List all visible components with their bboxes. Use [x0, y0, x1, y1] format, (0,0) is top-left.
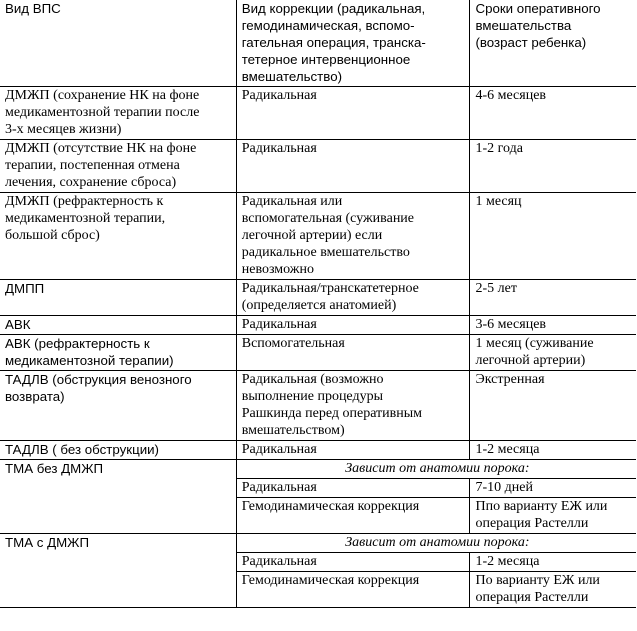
- cell-line: гемодинамическая, вспомо-: [241, 18, 415, 33]
- cell-line: Радикальная: [241, 554, 317, 569]
- timing-cell: [470, 316, 636, 335]
- timing-cell: [470, 553, 636, 572]
- cell-line: ДМЖП (отсутствие НК на фоне: [5, 141, 197, 156]
- cell-line: гательная операция, транска-: [241, 35, 426, 50]
- table-row: [0, 87, 636, 140]
- cell-line: Радикальная/транскатетерное: [241, 281, 419, 296]
- correction-type-cell: [236, 140, 470, 193]
- cell-line: вспомогательная (суживание: [241, 211, 415, 226]
- correction-type-cell: [236, 572, 470, 608]
- cell-line: Радикальная: [241, 317, 317, 332]
- defect-type-cell: [0, 316, 236, 335]
- timing-cell: [470, 572, 636, 608]
- cell-line: Вид коррекции (радикальная,: [241, 1, 426, 16]
- cell-line: 1 месяц: [475, 194, 522, 209]
- cell-line: терапии, постепенная отмена: [5, 158, 180, 173]
- cell-line: легочной артерии): [475, 353, 586, 368]
- cell-line: Радикальная: [241, 88, 317, 103]
- timing-cell: [470, 441, 636, 460]
- cell-line: Экстренная: [475, 372, 545, 387]
- table-row: [0, 371, 636, 441]
- cell-line: ТАДЛВ (обструкция венозного: [5, 372, 192, 387]
- cell-line: ДМПП: [5, 281, 45, 296]
- cell-line: ДМЖП (сохранение НК на фоне: [5, 88, 200, 103]
- table-row: [0, 335, 636, 371]
- cell-line: Радикальная или: [241, 194, 343, 209]
- header-surgery-timing: [470, 0, 636, 87]
- timing-cell: [470, 479, 636, 498]
- cell-line: 7-10 дней: [475, 480, 533, 495]
- cell-line: 1 месяц (суживание: [475, 336, 594, 351]
- cell-line: 3-6 месяцев: [475, 317, 547, 332]
- table-row: [0, 534, 636, 553]
- cell-line: Радикальная: [241, 141, 317, 156]
- cell-line: Гемодинамическая коррекция: [241, 499, 420, 514]
- defect-type-cell: [0, 371, 236, 441]
- cell-line: Сроки оперативного: [475, 1, 601, 16]
- cell-line: медикаментозной терапии после: [5, 105, 200, 120]
- cell-line: Радикальная: [241, 442, 317, 457]
- cell-line: Вспомогательная: [241, 336, 345, 351]
- timing-cell: [470, 335, 636, 371]
- correction-type-cell: [236, 371, 470, 441]
- table-row: [0, 193, 636, 280]
- anatomy-note-cell: [236, 534, 636, 553]
- cell-line: ТАДЛВ ( без обструкции): [5, 442, 159, 457]
- cell-line: вмешательства: [475, 18, 572, 33]
- cell-line: ДМЖП (рефрактерность к: [5, 194, 164, 209]
- header-defect-type-text: Вид ВПС: [5, 1, 61, 16]
- cell-line: Ппо варианту ЕЖ или: [475, 499, 608, 514]
- cell-line: медикаментозной терапии,: [5, 211, 166, 226]
- cell-line: 1-2 месяца: [475, 554, 540, 569]
- correction-type-cell: [236, 280, 470, 316]
- defect-type-cell: [0, 335, 236, 371]
- correction-type-cell: [236, 553, 470, 572]
- defect-type-cell: [0, 280, 236, 316]
- cell-line: (возраст ребенка): [475, 35, 587, 50]
- header-defect-type: [0, 0, 236, 87]
- cell-line: операция Растелли: [475, 516, 589, 531]
- timing-cell: [470, 498, 636, 534]
- header-correction-type: [236, 0, 470, 87]
- cell-line: выполнение процедуры: [241, 389, 383, 404]
- table-row: [0, 441, 636, 460]
- cell-line: 4-6 месяцев: [475, 88, 547, 103]
- timing-cell: [470, 193, 636, 280]
- cell-line: (определяется анатомией): [241, 298, 397, 313]
- cell-line: АВК: [5, 317, 31, 332]
- correction-type-cell: [236, 87, 470, 140]
- defect-type-cell: [0, 140, 236, 193]
- timing-cell: [470, 371, 636, 441]
- anatomy-note-cell: [236, 460, 636, 479]
- cell-line: 1-2 месяца: [475, 442, 540, 457]
- cell-line: ТМА без ДМЖП: [5, 461, 104, 476]
- correction-type-cell: [236, 193, 470, 280]
- cell-line: лечения, сохранение сброса): [5, 175, 177, 190]
- cell-line: операция Растелли: [475, 590, 589, 605]
- defect-type-cell: [0, 87, 236, 140]
- table-row: [0, 316, 636, 335]
- timing-cell: [470, 140, 636, 193]
- cell-line: Радикальная (возможно: [241, 372, 384, 387]
- correction-type-cell: [236, 316, 470, 335]
- table-header-row: [0, 0, 636, 87]
- cell-line: 2-5 лет: [475, 281, 517, 296]
- cell-line: По варианту ЕЖ или: [475, 573, 600, 588]
- defect-type-cell: [0, 534, 236, 608]
- cell-line: ТМА с ДМЖП: [5, 535, 90, 550]
- cell-line: невозможно: [241, 262, 314, 277]
- table-row: [0, 460, 636, 479]
- defect-type-cell: [0, 460, 236, 534]
- correction-type-cell: [236, 498, 470, 534]
- cell-line: Рашкинда перед оперативным: [241, 406, 423, 421]
- cell-line: Гемодинамическая коррекция: [241, 573, 420, 588]
- cell-line: вмешательство): [241, 69, 343, 84]
- timing-cell: [470, 87, 636, 140]
- table-row: [0, 140, 636, 193]
- table-row: [0, 280, 636, 316]
- cell-line: АВК (рефрактерность к: [5, 336, 150, 351]
- cell-line: вмешательством): [241, 423, 345, 438]
- cell-line: большой сброс): [5, 228, 100, 243]
- cell-line: легочной артерии) если: [241, 228, 383, 243]
- anatomy-note: Зависит от анатомии порока:: [345, 535, 530, 550]
- cell-line: 3-х месяцев жизни): [5, 122, 122, 137]
- timing-cell: [470, 280, 636, 316]
- cell-line: тетерное интервенционное: [241, 52, 411, 67]
- cell-line: Радикальная: [241, 480, 317, 495]
- cell-line: возврата): [5, 389, 65, 404]
- correction-type-cell: [236, 335, 470, 371]
- correction-type-cell: [236, 441, 470, 460]
- cell-line: 1-2 года: [475, 141, 523, 156]
- correction-type-cell: [236, 479, 470, 498]
- cell-line: медикаментозной терапии): [5, 353, 174, 368]
- cell-line: радикальное вмешательство: [241, 245, 410, 260]
- defect-type-cell: [0, 193, 236, 280]
- anatomy-note: Зависит от анатомии порока:: [345, 461, 530, 476]
- defect-type-cell: [0, 441, 236, 460]
